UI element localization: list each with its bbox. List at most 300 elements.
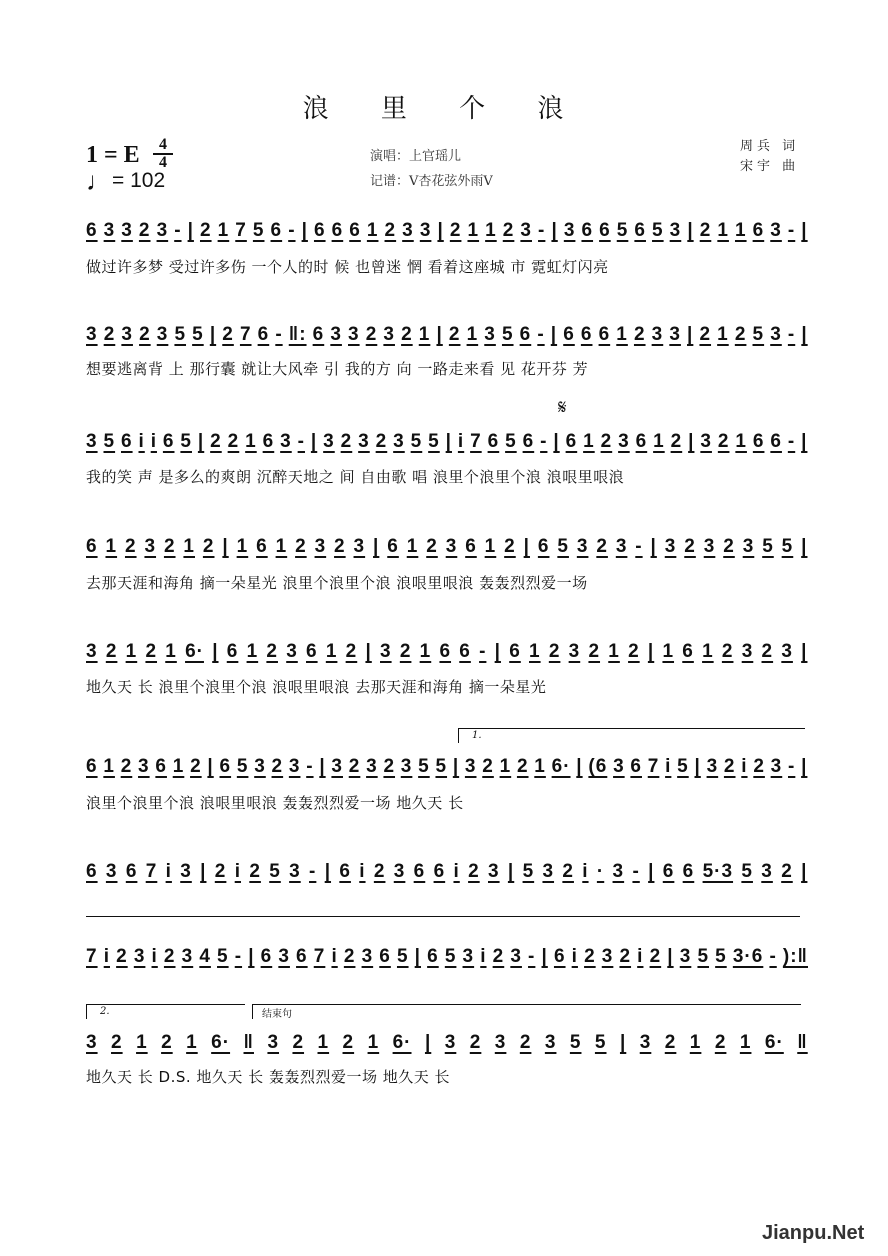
note-token: 2 <box>345 641 358 662</box>
note-token: 3 <box>314 536 327 557</box>
note-token: · <box>596 861 605 882</box>
barline: | <box>187 220 194 241</box>
lyrics-line-3: 我的笑 声 是多么的爽朗 沉醉天地之 间 自由歌 唱 浪里个浪里个浪 浪哏里哏浪 <box>86 468 625 486</box>
note-token: 5 <box>505 431 517 452</box>
segno-icon: 𝄋 <box>558 395 567 419</box>
note-token: 3·6 <box>732 946 764 967</box>
note-token: 2 <box>199 220 212 241</box>
note-token: 2 <box>105 641 118 662</box>
note-token: 1 <box>236 536 249 557</box>
note-token: 6 <box>226 641 239 662</box>
note-token: 3 <box>181 946 194 967</box>
note-token: 2 <box>202 536 215 557</box>
note-token: 3 <box>770 324 782 345</box>
volta-bracket-1 <box>458 728 805 743</box>
note-token: 1 <box>172 756 185 777</box>
note-token: 6 <box>563 324 575 345</box>
note-token: 6 <box>260 946 273 967</box>
note-token: 1 <box>653 431 665 452</box>
barline: | <box>619 1032 627 1053</box>
note-token: 2 <box>588 641 601 662</box>
note-token: 1 <box>734 220 747 241</box>
note-token: 5 <box>174 324 187 345</box>
note-token: 6 <box>630 756 642 777</box>
note-token: - <box>787 324 796 345</box>
notation-line-3 <box>86 425 808 453</box>
note-token: 6 <box>262 431 275 452</box>
note-token: 2 <box>781 861 793 882</box>
note-token: 5 <box>103 431 116 452</box>
note-token: i <box>741 756 748 777</box>
note-token: - <box>540 431 548 452</box>
note-token: 3 <box>289 861 301 882</box>
note-token: 3 <box>121 220 133 241</box>
note-token: 6 <box>219 756 232 777</box>
barline: | <box>688 431 695 452</box>
barline: | <box>801 756 808 777</box>
note-token: 5 <box>418 756 430 777</box>
note-token: 5 <box>762 536 774 557</box>
note-token: 4 <box>199 946 211 967</box>
note-token: 6 <box>270 220 283 241</box>
note-token: 2 <box>163 946 176 967</box>
score-line-6 <box>86 750 808 786</box>
note-token: 1 <box>739 1032 752 1053</box>
note-token: 3 <box>542 861 555 882</box>
note-token: 3 <box>331 756 343 777</box>
note-token: 6 <box>598 324 611 345</box>
note-token: 2 <box>562 861 574 882</box>
note-token: 2 <box>375 431 388 452</box>
note-token: 2 <box>384 220 397 241</box>
note-token: 7 <box>470 431 482 452</box>
note-token: 3 <box>105 861 118 882</box>
note-token: 6 <box>257 324 270 345</box>
barline: | <box>414 946 421 967</box>
note-token: 3 <box>618 431 630 452</box>
note-token: 3 <box>445 536 458 557</box>
note-token: 3 <box>402 220 414 241</box>
note-token: 6 <box>339 861 351 882</box>
note-token: 1 <box>735 431 747 452</box>
note-token: - <box>479 641 487 662</box>
barline: | <box>437 220 444 241</box>
note-token: 6 <box>509 641 521 662</box>
note-token: 2 <box>670 431 683 452</box>
note-token: 5 <box>444 946 457 967</box>
note-token: 1 <box>583 431 595 452</box>
note-token: 3 <box>86 1032 98 1053</box>
note-token: 3 <box>742 536 755 557</box>
note-token: 3 <box>383 324 395 345</box>
score-line-7 <box>86 855 808 891</box>
note-token: 2 <box>145 641 158 662</box>
note-token: 3 <box>741 641 754 662</box>
note-token: - <box>537 324 545 345</box>
notation-line-6 <box>86 750 808 778</box>
barline: | <box>553 431 560 452</box>
barline: ‖: <box>288 324 307 345</box>
note-token: i <box>665 756 672 777</box>
note-token: 3 <box>563 220 576 241</box>
note-token: 1 <box>499 756 512 777</box>
note-token: 2 <box>516 756 529 777</box>
note-token: 2 <box>340 431 353 452</box>
barline: | <box>324 861 332 882</box>
note-token: 6 <box>565 431 578 452</box>
note-token: 3 <box>86 641 98 662</box>
barline: | <box>647 641 655 662</box>
note-token: 3 <box>144 536 157 557</box>
score-line-9 <box>86 1026 808 1062</box>
note-token: 5 <box>677 756 689 777</box>
barline: | <box>801 641 808 662</box>
barline: | <box>648 861 655 882</box>
note-token: - <box>632 861 640 882</box>
score-line-5 <box>86 635 808 671</box>
note-token: 2 <box>401 324 413 345</box>
score-line-2 <box>86 318 808 354</box>
barline: | <box>310 431 318 452</box>
barline: | <box>373 536 380 557</box>
note-token: 6 <box>752 220 765 241</box>
note-token: 6 <box>331 220 344 241</box>
note-token: 3 <box>651 324 664 345</box>
note-token: 2 <box>448 324 461 345</box>
note-token: 3 <box>393 861 406 882</box>
note-token: 5 <box>180 431 192 452</box>
note-token: 6 <box>682 641 694 662</box>
note-token: - <box>635 536 643 557</box>
note-token: 3 <box>612 861 625 882</box>
note-token: 6 <box>634 220 646 241</box>
note-token: 1 <box>608 641 620 662</box>
note-token: 2 <box>714 1032 727 1053</box>
note-token: 3 <box>669 324 681 345</box>
note-token: 3 <box>484 324 496 345</box>
note-token: 6 <box>86 861 98 882</box>
note-token: 1 <box>183 536 195 557</box>
barline: | <box>301 220 308 241</box>
volta-label-1: 1. <box>472 730 482 741</box>
time-signature-top: 4 <box>159 136 167 153</box>
note-token: 2 <box>111 1032 123 1053</box>
note-token: 5 <box>192 324 204 345</box>
note-token: 6 <box>522 431 535 452</box>
note-token: 2 <box>214 861 227 882</box>
note-token: i <box>151 946 158 967</box>
note-token: 6 <box>379 946 391 967</box>
score-line-1 <box>86 214 808 250</box>
note-token: 1 <box>689 1032 702 1053</box>
note-token: i <box>453 861 460 882</box>
note-token: 6 <box>553 946 566 967</box>
note-token: 2 <box>628 641 640 662</box>
note-token: 5 <box>652 220 664 241</box>
note-token: 1 <box>717 220 729 241</box>
note-token: 3 <box>488 861 500 882</box>
note-token: 3 <box>286 641 298 662</box>
note-token: 6 <box>349 220 361 241</box>
note-token: 2 <box>190 756 202 777</box>
note-token: 5 <box>236 756 249 777</box>
barline: | <box>445 431 452 452</box>
note-token: 1 <box>136 1032 148 1053</box>
note-token: 6 <box>296 946 308 967</box>
note-token: 3 <box>103 220 116 241</box>
note-token: - <box>787 431 796 452</box>
note-token: 3 <box>393 431 405 452</box>
note-token: i <box>480 946 487 967</box>
note-token: 1 <box>186 1032 198 1053</box>
barline: | <box>801 324 808 345</box>
note-token: 2 <box>449 220 462 241</box>
note-token: 1 <box>616 324 628 345</box>
note-token: 6· <box>764 1032 784 1053</box>
note-token: 2 <box>502 220 515 241</box>
volta-label-2: 2. <box>100 1006 110 1017</box>
note-token: 7 <box>239 324 252 345</box>
note-token: 3 <box>464 756 477 777</box>
note-token: 3 <box>639 1032 652 1053</box>
note-token: 5 <box>752 324 765 345</box>
note-token: i <box>582 861 589 882</box>
site-watermark: Jianpu.Net <box>762 1222 865 1244</box>
note-token: 6 <box>537 536 550 557</box>
note-token: 6 <box>662 861 675 882</box>
note-token: 6 <box>387 536 399 557</box>
note-token: 3 <box>380 641 392 662</box>
note-token: 2 <box>548 641 561 662</box>
note-token: 2 <box>348 756 361 777</box>
note-token: 2 <box>699 220 712 241</box>
note-token: i <box>165 861 172 882</box>
note-token: 3 <box>121 324 133 345</box>
note-token: 5 <box>252 220 265 241</box>
note-token: 6 <box>125 861 138 882</box>
note-token: 2 <box>292 1032 305 1053</box>
note-token: i <box>331 946 338 967</box>
barline: | <box>550 324 558 345</box>
note-token: 5 <box>522 861 535 882</box>
note-token: 6 <box>599 220 611 241</box>
note-token: 1 <box>245 431 257 452</box>
note-token: 6· <box>185 641 204 662</box>
note-token: 2 <box>342 1032 355 1053</box>
note-token: 3 <box>366 756 378 777</box>
note-token: 1 <box>717 324 729 345</box>
note-token: 2 <box>383 756 396 777</box>
note-token: 3 <box>133 946 146 967</box>
note-token: 6 <box>752 431 765 452</box>
note-token: 6 <box>86 536 98 557</box>
note-token: 2 <box>723 536 735 557</box>
note-token: - <box>234 946 243 967</box>
note-token: 3 <box>254 756 266 777</box>
note-token: 2 <box>249 861 261 882</box>
note-token: 1 <box>125 641 138 662</box>
note-token: 3 <box>86 431 98 452</box>
note-token: 2 <box>343 946 356 967</box>
tempo-value: = 102 <box>112 169 166 192</box>
note-token: 3 <box>770 220 782 241</box>
note-token: 6 <box>162 431 175 452</box>
note-token: 1 <box>367 1032 380 1053</box>
score-line-8 <box>86 940 808 976</box>
note-token: 2 <box>717 431 730 452</box>
barline: | <box>494 641 501 662</box>
note-token: - <box>787 220 796 241</box>
note-token: 2 <box>519 1032 532 1053</box>
note-token: 3 <box>361 946 374 967</box>
note-token: 7 <box>235 220 247 241</box>
note-token: 3 <box>544 1032 557 1053</box>
note-token: 3 <box>180 861 192 882</box>
note-token: 3 <box>462 946 475 967</box>
barline: | <box>200 861 207 882</box>
note-token: i <box>150 431 157 452</box>
barline: | <box>801 861 808 882</box>
barline: | <box>687 324 694 345</box>
note-token: 3 <box>353 536 366 557</box>
note-token: 3 <box>568 641 581 662</box>
barline: | <box>507 861 515 882</box>
barline: | <box>523 536 530 557</box>
note-token: - <box>306 756 314 777</box>
note-token: 1 <box>534 756 546 777</box>
note-token: 6 <box>121 431 133 452</box>
barline: | <box>197 431 205 452</box>
note-token: 3 <box>138 756 150 777</box>
note-token: 2 <box>124 536 137 557</box>
note-token: 6 <box>313 220 326 241</box>
note-token: 2 <box>584 946 596 967</box>
note-token: 6 <box>770 431 782 452</box>
note-token: 1 <box>366 220 379 241</box>
note-token: 2 <box>761 641 774 662</box>
note-token: 7 <box>313 946 326 967</box>
note-token: 2 <box>139 324 151 345</box>
note-token: 1 <box>702 641 714 662</box>
note-token: (6 <box>588 756 608 777</box>
score-line-4 <box>86 530 808 566</box>
barline: | <box>687 220 694 241</box>
note-token: 3 <box>615 536 628 557</box>
notation-line-7 <box>86 855 808 883</box>
note-token: 2 <box>723 756 736 777</box>
lyricist-credit: 周兵 词 <box>740 139 800 154</box>
note-token: 6 <box>581 220 594 241</box>
note-token: 2 <box>753 756 765 777</box>
quarter-note-icon: ♩ <box>86 166 112 196</box>
notation-line-4 <box>86 530 808 558</box>
note-token: 6· <box>211 1032 231 1053</box>
note-token: 7 <box>647 756 660 777</box>
singer-credit: 演唱：上官瑶儿 <box>370 149 462 164</box>
note-token: 2 <box>721 641 734 662</box>
note-token: 1 <box>419 641 432 662</box>
note-token: 2 <box>426 536 438 557</box>
transcriber-credit: 记谱：V杏花弦外雨V <box>370 174 493 189</box>
barline: | <box>209 324 217 345</box>
note-token: 3 <box>520 220 532 241</box>
lyrics-line-4: 去那天涯和海角 摘一朵星光 浪里个浪里个浪 浪哏里哏浪 轰轰烈烈爱一场 <box>86 574 588 592</box>
note-token: 2 <box>334 536 346 557</box>
note-token: 6 <box>465 536 477 557</box>
note-token: 6 <box>413 861 426 882</box>
note-token: 3 <box>419 220 432 241</box>
note-token: 3 <box>400 756 413 777</box>
note-token: 2 <box>699 324 712 345</box>
note-token: 3 <box>700 431 712 452</box>
note-token: 6 <box>86 220 98 241</box>
note-token: 2 <box>734 324 747 345</box>
note-token: 3 <box>613 756 625 777</box>
note-token: 6 <box>487 431 500 452</box>
note-token: 3 <box>86 324 98 345</box>
barline: | <box>365 641 372 662</box>
note-token: 6· <box>551 756 571 777</box>
note-token: 2 <box>161 1032 173 1053</box>
note-token: 2 <box>468 861 480 882</box>
note-token: - <box>174 220 182 241</box>
note-token: 5 <box>781 536 794 557</box>
note-token: i <box>457 431 465 452</box>
note-token: 3 <box>348 324 360 345</box>
note-token: 1 <box>246 641 259 662</box>
note-token: 2 <box>482 756 494 777</box>
note-token: 5 <box>715 946 727 967</box>
note-token: 3 <box>781 641 793 662</box>
notation-line-9 <box>86 1026 808 1054</box>
note-token: 2 <box>633 324 646 345</box>
lyrics-line-6: 浪里个浪里个浪 浪哏里哏浪 轰轰烈烈爱一场 地久天 长 <box>86 794 464 812</box>
note-token: 3 <box>358 431 370 452</box>
note-token: 2 <box>399 641 412 662</box>
barline: | <box>248 946 255 967</box>
note-token: 2 <box>504 536 516 557</box>
note-token: - <box>309 861 317 882</box>
note-token: 6 <box>635 431 648 452</box>
note-token: 2 <box>664 1032 677 1053</box>
barline: ‖ <box>797 1032 808 1053</box>
barline: | <box>801 431 808 452</box>
note-token: 3 <box>664 536 677 557</box>
note-token: 7 <box>145 861 158 882</box>
note-token: 3 <box>703 536 716 557</box>
note-token: 6 <box>312 324 325 345</box>
lyrics-line-1: 做过许多梦 受过许多伤 一个人的时 候 也曾迷 惘 看着这座城 市 霓虹灯闪亮 <box>86 258 609 276</box>
note-token: 3 <box>494 1032 507 1053</box>
note-token: 2 <box>120 756 133 777</box>
note-token: 5·3 <box>702 861 734 882</box>
note-token: 3 <box>770 756 783 777</box>
barline: | <box>801 536 808 557</box>
note-token: 5 <box>697 946 710 967</box>
notation-line-2 <box>86 318 808 346</box>
barline: | <box>551 220 558 241</box>
note-token: 3 <box>278 946 290 967</box>
note-token: 1 <box>467 220 480 241</box>
note-token: 6 <box>580 324 593 345</box>
note-token: 6 <box>155 756 167 777</box>
note-token: - <box>538 220 546 241</box>
note-token: 3 <box>444 1032 457 1053</box>
note-token: 1 <box>325 641 338 662</box>
barline: | <box>319 756 326 777</box>
barline: | <box>452 756 460 777</box>
note-token: 5 <box>217 946 229 967</box>
